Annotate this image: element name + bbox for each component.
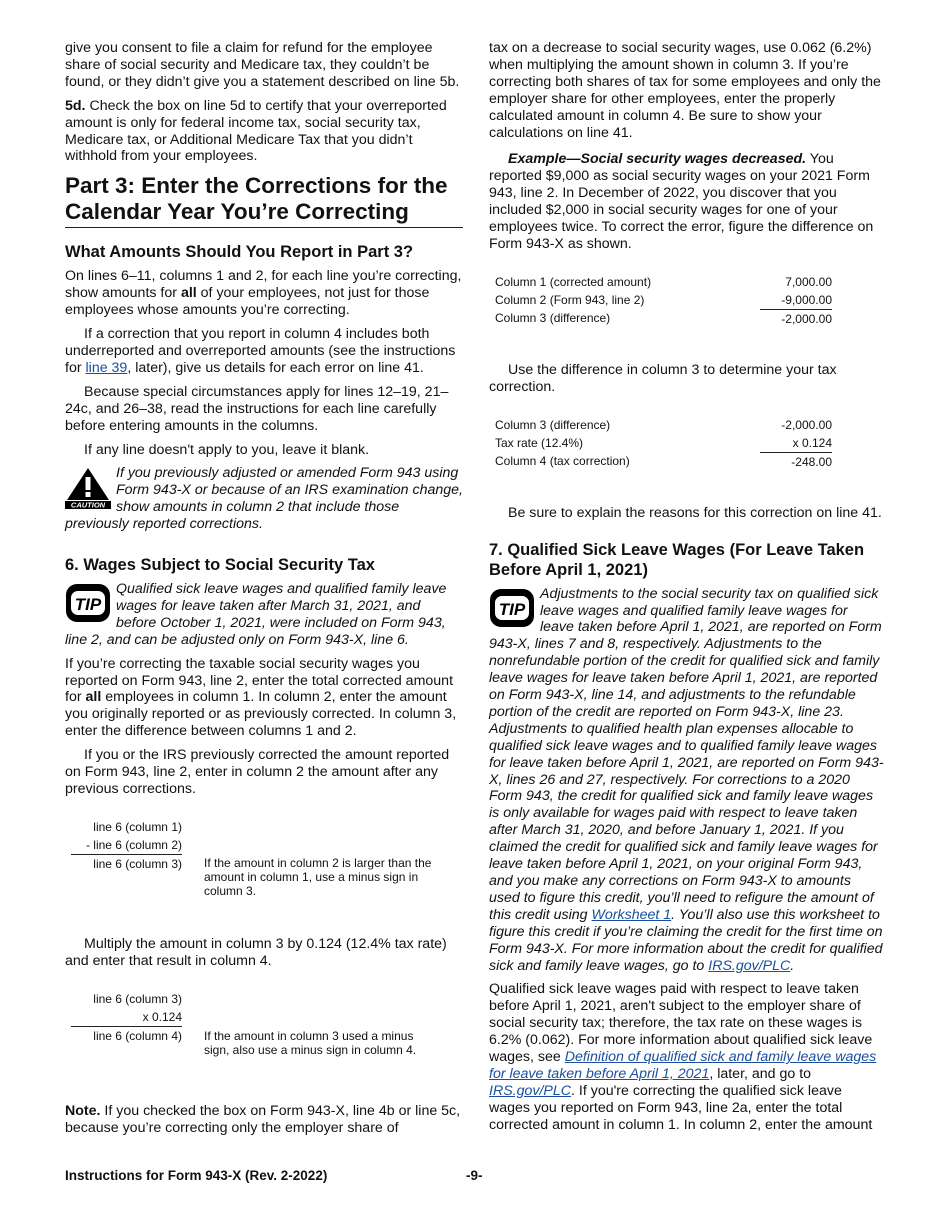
what-amounts-heading: What Amounts Should You Report in Part 3? [65,243,414,262]
caution-text: If you previously adjusted or amended Form 943 using Form 943-X or because of an IRS examination change, show amounts in column 2 that include those previously reported corrections. [65,465,463,533]
table-row: Tax rate (12.4%) x 0.124 [495,434,832,453]
worksheet-1-link[interactable]: Worksheet 1 [591,906,672,923]
left-column [65,40,463,1144]
paragraph-continued-right: tax on a decrease to social security wages, use 0.062 (6.2%) when multiplying the amount shown in column 3. If you’re correcting both shares of tax for some employees and only the employer share for other employees, enter the properly calculated amount in column 4. Be sure to show your calculations on line 41. [489,40,881,141]
paragraph-use-difference: Use the difference in column 3 to determine your tax correction. [489,361,837,395]
tip-note-6 [65,581,463,649]
paragraph-special-circumstances: Because special circumstances apply for lines 12–19, 21–24c, and 26–38, read the instructions for each line carefully before entering amounts in the columns. [65,383,449,434]
right-column [489,40,885,1141]
svg-text:TIP: TIP [498,599,526,619]
caution-note [65,465,463,533]
paragraph-taxable-wages: If you’re correcting the taxable social security wages you reported on Form 943, line 2, enter the total corrected amount for all employees in column 1. In column 2, enter the amount you originally reported or as previously corrected. In column 3, enter the difference between columns 1 and 2. [65,655,457,740]
paragraph-lines-6-11: On lines 6–11, columns 1 and 2, for each line you’re correcting, show amounts for all of your employees, not just for those employees whose amounts you’re correcting. [65,268,462,319]
tip-note-7: TIP Adjustments to the social security tax on qualified sick leave wages and qualified family leave wages for leave taken before April 1, 2021, are reported on Form 943-X, lines 7 and 8, respectively. Adjustments to the nonrefundable portion of the credit for qualified sick and family leave wages for leave taken before April 1, 2021, are reported on Form 943-X, line 14, and adjustments to the refundable portion of the credit are reported on Form 943-X, line 23. Adjustments to qualified health plan expenses allocable to qualified sick leave wages and to qualified family leave wages for leave taken before April 1, 2021, are reported on Form 943-X, lines 26 and 27, respectively. For corrections to a 2020 Form 943, the credit for qualified sick and family leave wages is only available for wages paid with respect to leave taken after March 31, 2020, and before January 1, 2021. If you claimed the credit for qualified sick and family leave wages for leave taken before April 1, 2021, on your original Form 943, and you make any corrections on Form 943-X to amounts used to figure this credit, you’ll need to refigure the amount of this credit using Worksheet 1. You’ll also use this worksheet to figure this credit if you’re claiming the credit for the first time on Form 943-X. For more information about the credit for qualified sick and family leave wages, go to IRS.gov/PLC. [489,585,884,974]
calc-table-column4: line 6 (column 3) x 0.124 line 6 (column 4) If the amount in column 3 used a minus sign, also use a minus sign in column 4. [71,990,436,1059]
irs-plc-link-2[interactable]: IRS.gov/PLC [489,1082,572,1099]
table-row: Column 3 (difference) -2,000.00 [495,311,832,326]
paragraph-explain: Be sure to explain the reasons for this correction on line 41. [508,504,882,521]
line-39-link[interactable]: line 39 [85,359,128,376]
paragraph-leave-blank: If any line doesn't apply to you, leave it blank. [84,441,370,458]
section-6-heading: 6. Wages Subject to Social Security Tax [65,556,375,575]
paragraph-5d: 5d. Check the box on line 5d to certify that your overreported amount is only for federal income tax, social security tax, Medicare tax, or Additional Medicare Tax that you didn’t withhold from your employees. [65,97,447,165]
irs-plc-link[interactable]: IRS.gov/PLC [708,957,791,974]
tip-6-text: Qualified sick leave wages and qualified family leave wages for leave taken after March 31, 2021, and before October 1, 2021, were included on Form 943, line 2, and can be adjusted only on Form 943-X, line 6. [65,581,447,648]
svg-text:TIP: TIP [74,595,102,615]
paragraph-previous-corrections: If you or the IRS previously corrected the amount reported on Form 943, line 2, enter in column 2 the amount after any previous corrections. [65,747,450,797]
paragraph-sick-leave: Qualified sick leave wages paid with respect to leave taken before April 1, 2021, aren't subject to the employer share of social security tax; therefore, the tax rate on these wages is 6.2% (0.062). For more information about qualified sick leave wages, see Definition of qualified sick and family leave wages for leave taken before April 1, 2021, later, and go to IRS.gov/PLC. If you're correcting the qualified sick leave wages you reported on Form 943, line 2a, enter the total corrected amount in column 1. In column 2, enter the amount [489,981,877,1133]
paragraph-continued: give you consent to file a claim for refund for the employee share of social security and Medicare tax, they couldn’t be found, or they didn’t give you a statement described on line 5b. [65,40,460,90]
caution-icon [65,467,111,514]
example-difference-table [495,273,832,328]
footer-title: Instructions for Form 943-X (Rev. 2-2022) [65,1168,328,1183]
part3-heading: Part 3: Enter the Corrections for the Calendar Year You’re Correcting [65,173,463,228]
example-tax-table [495,416,832,471]
table-row: Column 3 (difference) -2,000.00 [495,417,832,432]
calc-note-column3: If the amount in column 2 is larger than the amount in column 1, use a minus sign in column 3. [204,856,432,899]
tip-icon [65,583,111,628]
tip-icon [489,588,535,633]
paragraph-correction-details: If a correction that you report in column 4 includes both underreported and overreported amounts (see the instructions for line 39, later), give us details for each error on line 41. [65,326,456,376]
paragraph-note: Note. If you checked the box on Form 943-X, line 4b or line 5c, because you’re correcting only the employer share of [65,1102,461,1136]
svg-text:CAUTION: CAUTION [70,500,106,510]
paragraph-example: Example—Social security wages decreased. You reported $9,000 as social security wages on your 2021 Form 943, line 2. In December of 2022, you discover that you included $2,000 in social security wages for one of your employees twice. To correct the error, figure the difference on Form 943-X as shown. [489,151,874,252]
table-row: Column 4 (tax correction) -248.00 [495,454,832,469]
definition-link[interactable]: Definition of qualified sick and family leave wages for leave taken before April 1, 2021 [489,1049,877,1082]
calc-table-column3: line 6 (column 1) - line 6 (column 2) line 6 (column 3) If the amount in column 2 is larger than the amount in column 1, use a minus sign in column 3. [71,818,436,901]
paragraph-multiply: Multiply the amount in column 3 by 0.124 (12.4% tax rate) and enter that result in column 4. [65,936,447,970]
table-row: Column 1 (corrected amount) 7,000.00 [495,274,832,289]
table-row: Column 2 (Form 943, line 2) -9,000.00 [495,291,832,310]
section-7-heading: 7. Qualified Sick Leave Wages (For Leave Taken Before April 1, 2021) [489,540,865,579]
page-number: -9- [466,1168,483,1183]
calc-note-column4: If the amount in column 3 used a minus sign, also use a minus sign in column 4. [204,1028,417,1057]
label-5d: 5d. [65,97,86,114]
